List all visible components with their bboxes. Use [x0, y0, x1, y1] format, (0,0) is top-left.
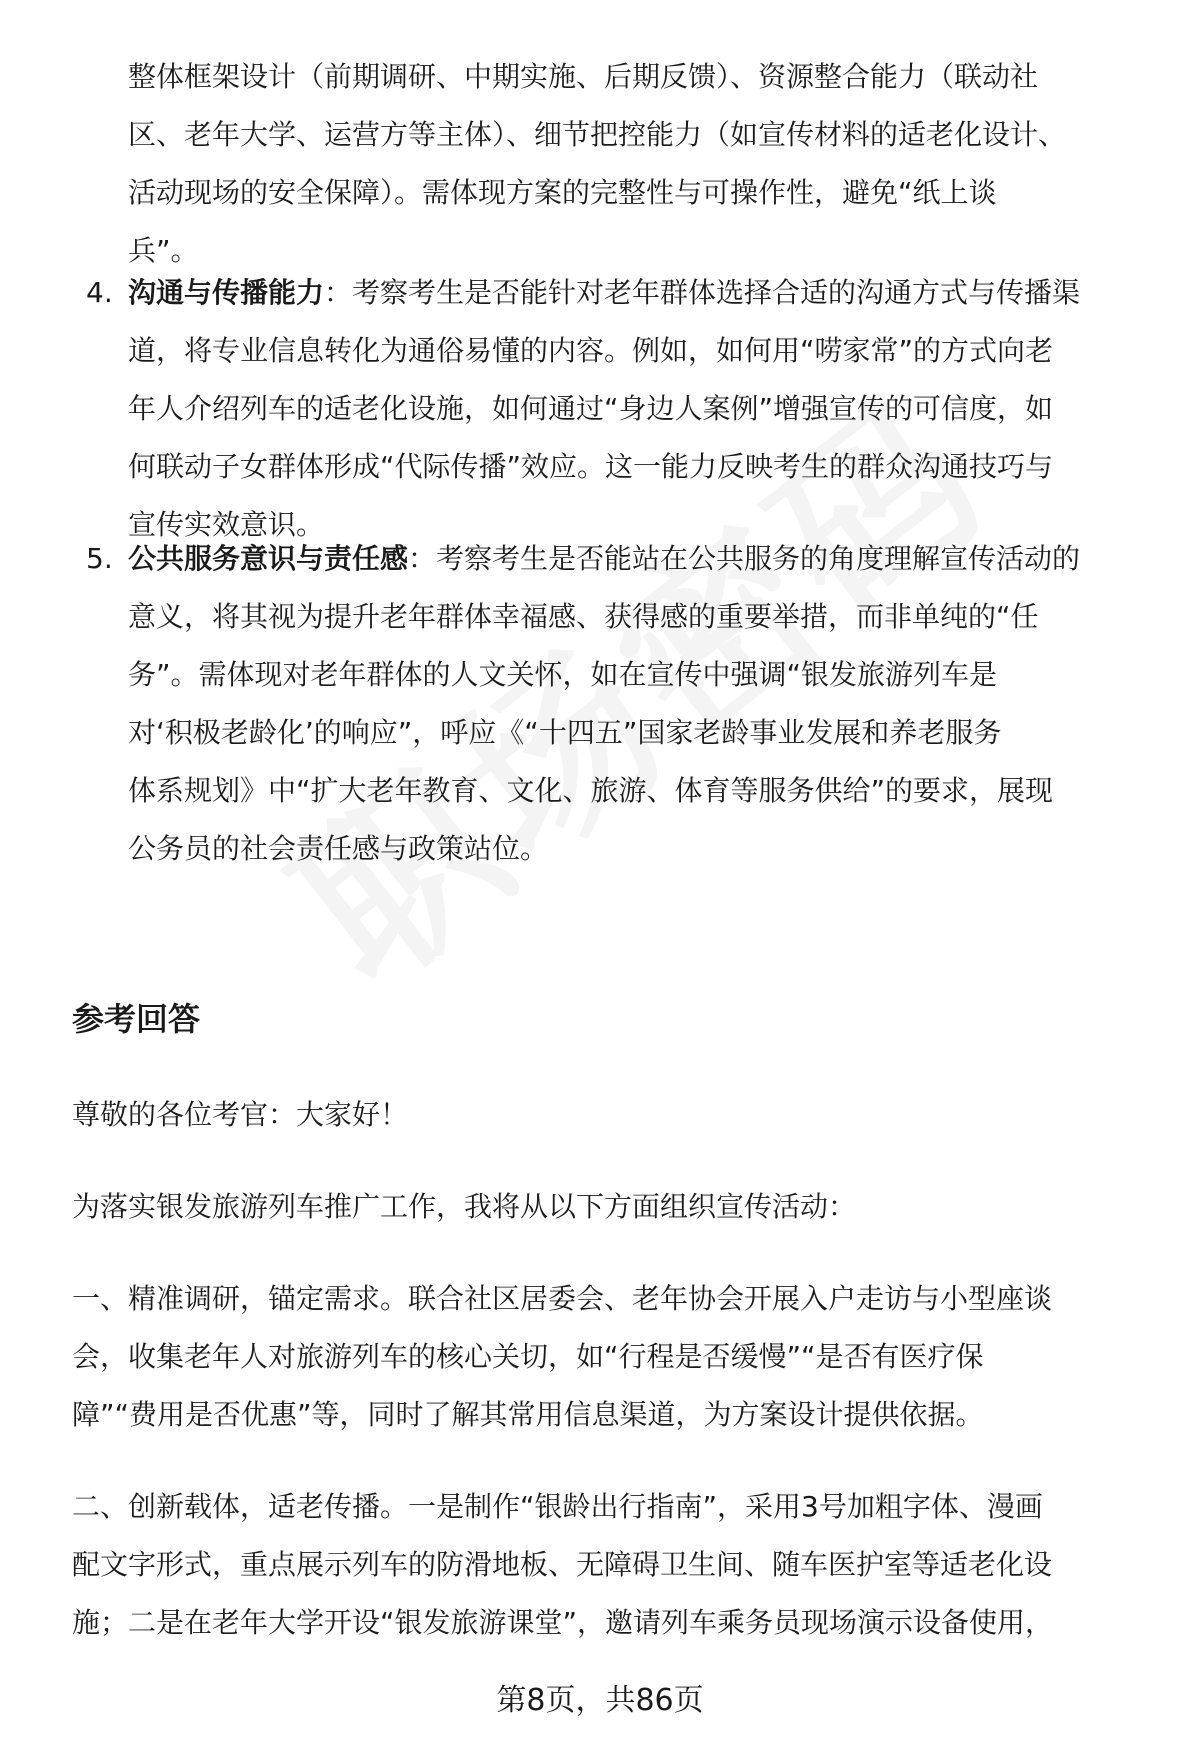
item-title: 公共服务意识与责任感 [128, 542, 409, 575]
text-line: 年人介绍列车的适老化设施，如何通过“身边人案例”增强宣传的可信度，如 [128, 392, 1054, 425]
text-line: 活动现场的安全保障）。需体现方案的完整性与可操作性，避免“纸上谈 [128, 176, 997, 209]
text-line: 务”。需体现对老年群体的人文关怀，如在宣传中强调“银发旅游列车是 [128, 658, 998, 691]
page-footer: 第8页，共86页 [496, 1683, 704, 1718]
answer-paragraph-1 [72, 1270, 1152, 1444]
text-line: 整体框架设计（前期调研、中期实施、后期反馈）、资源整合能力（联动社 [128, 60, 1039, 93]
section-heading: 参考回答 [72, 1000, 201, 1038]
text-line: 区、老年大学、运营方等主体）、细节把控能力（如宣传材料的适老化设计、 [128, 118, 1067, 151]
item-title: 沟通与传播能力 [128, 276, 325, 309]
text-line [128, 264, 1148, 322]
intro-paragraph: 为落实银发旅游列车推广工作，我将从以下方面组织宣传活动： [72, 1190, 857, 1223]
text-line [128, 530, 1148, 588]
text-line: 宣传实效意识。 [128, 508, 325, 541]
answer-paragraph-2 [72, 1478, 1152, 1652]
text-line: 对‘积极老龄化’的响应”，呼应《“十四五”国家老龄事业发展和养老服务 [128, 716, 1002, 749]
continuation-paragraph [128, 48, 1148, 280]
text-line: 施；二是在老年大学开设“银发旅游课堂”，邀请列车乘务员现场演示设备使用， [72, 1606, 1054, 1639]
text-line: 会，收集老年人对旅游列车的核心关切，如“行程是否缓慢”“是否有医疗保 [72, 1340, 984, 1373]
text-line: 道，将专业信息转化为通俗易懂的内容。例如，如何用“唠家常”的方式向老 [128, 334, 1054, 367]
text-line: 意义，将其视为提升老年群体幸福感、获得感的重要举措，而非单纯的“任 [128, 600, 1039, 633]
greeting: 尊敬的各位考官：大家好！ [72, 1098, 409, 1131]
text-line: 兵”。 [128, 234, 199, 267]
text-line: 一、精准调研，锚定需求。联合社区居委会、老年协会开展入户走访与小型座谈 [72, 1282, 1053, 1315]
text-line: 公务员的社会责任感与政策站位。 [128, 832, 549, 865]
text-line: 障”“费用是否优惠”等，同时了解其常用信息渠道，为方案设计提供依据。 [72, 1398, 984, 1431]
list-number: 5. [86, 542, 113, 575]
text-line: 配文字形式，重点展示列车的防滑地板、无障碍卫生间、随车医护室等适老化设 [72, 1548, 1053, 1581]
list-number: 4. [86, 276, 113, 309]
text-line: 何联动子女群体形成“代际传播”效应。这一能力反映考生的群众沟通技巧与 [128, 450, 1054, 483]
item-text: ：考察考生是否能针对老年群体选择合适的沟通方式与传播渠 [324, 276, 1081, 309]
text-line: 体系规划》中“扩大老年教育、文化、旅游、体育等服务供给”的要求，展现 [128, 774, 1054, 807]
item-text: ：考察考生是否能站在公共服务的角度理解宣传活动的 [408, 542, 1081, 575]
text-line: 二、创新载体，适老传播。一是制作“银龄出行指南”，采用3号加粗字体、漫画 [72, 1490, 1043, 1523]
